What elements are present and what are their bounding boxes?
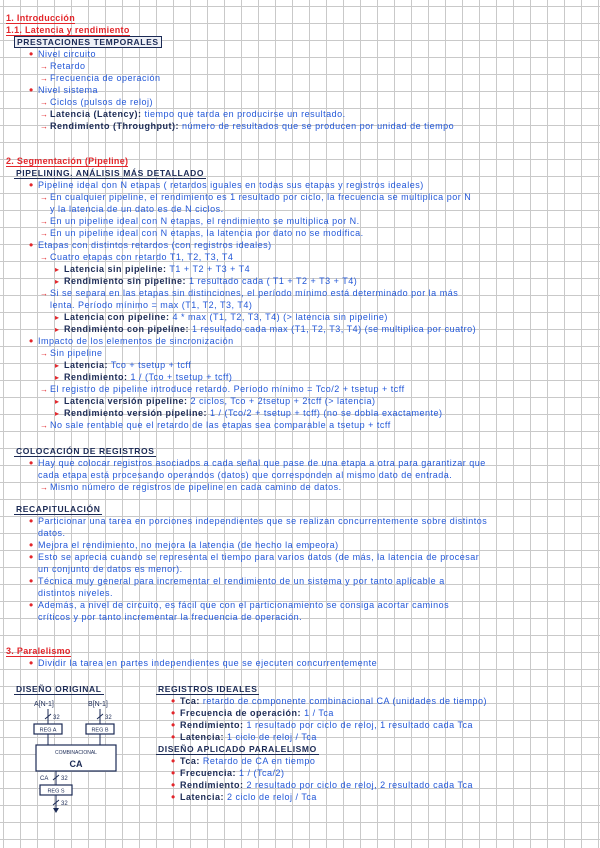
item-text: 4 * max (T1, T2, T3, T4) (> latencia sin pipeline): [172, 312, 388, 322]
arrow-icon: [40, 72, 49, 84]
detail-item: [0, 275, 600, 287]
bullet-item: [0, 335, 600, 347]
bus-a-width: 32: [53, 715, 60, 721]
continuation-line: [0, 469, 600, 481]
item-term: Rendimiento (Throughput):: [50, 121, 179, 131]
bullet-item: [142, 719, 592, 731]
continuation-line: [0, 611, 600, 623]
bullet-icon: [29, 657, 34, 669]
bullet-item: [0, 599, 600, 611]
bullet-item: [0, 657, 600, 669]
item-term: Latencia:: [180, 792, 225, 802]
heading-text: 3. Paralelismo: [6, 646, 71, 656]
item-text: Mejora el rendimiento, no mejora la latencia (de hecho la empeora): [38, 540, 339, 550]
sub-item: [0, 60, 600, 72]
item-text: Pipeline ideal con N etapas ( retardos iguales en todas sus etapas y registros ideales): [38, 180, 424, 190]
item-term: Latencia versión pipeline:: [64, 396, 188, 406]
item-text: Ciclos (pulsos de reloj): [50, 97, 154, 107]
arrow-icon: [40, 120, 49, 132]
item-text: T1 + T2 + T3 + T4: [169, 264, 251, 274]
sub-item: [0, 96, 600, 108]
bullet-item: [142, 791, 592, 803]
item-text: 1 / (Tco/2 + tsetup + tcff) (no se dobla exactamente): [210, 408, 443, 418]
arrow-icon: [40, 251, 49, 263]
item-text: Si se separa en las etapas sin distinciones, el período mínimo está determinado por la más: [50, 288, 459, 298]
triangle-bullet-icon: [55, 323, 60, 335]
segmentation-section: [0, 155, 600, 431]
bullet-item: [0, 84, 600, 96]
item-text: 2 ciclo de reloj / Tca: [227, 792, 317, 802]
detail-item: [0, 395, 600, 407]
item-text: No sale rentable que el retardo de las etapas sea comparable a tsetup + tcff: [50, 420, 391, 430]
topic-title: [0, 36, 600, 48]
item-term: Latencia:: [180, 732, 225, 742]
reg-b-label: REG B: [91, 727, 109, 734]
item-term: Latencia con pipeline:: [64, 312, 170, 322]
detail-item: [0, 311, 600, 323]
bullet-item: [0, 48, 600, 60]
continuation-line: [0, 527, 600, 539]
detail-item: [0, 371, 600, 383]
item-term: Rendimiento:: [64, 372, 128, 382]
detail-item: [0, 263, 600, 275]
bullet-icon: [171, 719, 176, 731]
item-text: 1 / (Tco + tsetup + tcff): [130, 372, 233, 382]
arrow-icon: [40, 191, 49, 203]
item-term: Frecuencia:: [180, 768, 237, 778]
sub-item: [0, 347, 600, 359]
topic-title-text: RECAPITULACIÓN: [16, 504, 101, 514]
recap-section: [0, 503, 600, 623]
topic-title-text: DISEÑO ORIGINAL: [16, 684, 102, 694]
sub-item: [0, 287, 600, 299]
triangle-bullet-icon: [55, 263, 60, 275]
item-text: número de resultados que se producen por unidad de tiempo: [182, 121, 455, 131]
arrow-icon: [40, 108, 49, 120]
bus-b-width: 32: [105, 715, 112, 721]
item-term: Tca:: [180, 696, 200, 706]
design-analysis-block: [142, 683, 592, 803]
bullet-icon: [29, 84, 34, 96]
item-text: 1 / Tca: [304, 708, 334, 718]
bullet-icon: [29, 48, 34, 60]
bullet-icon: [171, 695, 176, 707]
topic-title-text: REGISTROS IDEALES: [158, 684, 258, 694]
continuation-line: [0, 563, 600, 575]
sub-item: [0, 120, 600, 132]
item-text: En cualquier pipeline, el rendimiento es 1 resultado por ciclo, la frecuencia se multiplica por N: [50, 192, 472, 202]
item-text: Mismo número de registros de pipeline en cada camino de datos.: [50, 482, 342, 492]
item-text: Dividir la tarea en partes independientes que se ejecuten concurrentemente: [38, 658, 378, 668]
sub-item: [0, 108, 600, 120]
topic-title-text: PRESTACIONES TEMPORALES: [14, 36, 162, 48]
bullet-item: [0, 239, 600, 251]
bullet-icon: [29, 575, 34, 587]
arrow-icon: [40, 96, 49, 108]
arrow-icon: [40, 347, 49, 359]
topic-title: [0, 445, 600, 457]
topic-title: [142, 683, 592, 695]
bullet-icon: [29, 551, 34, 563]
sub-item: [0, 251, 600, 263]
section-heading: [0, 645, 600, 657]
topic-title-text: DISEÑO APLICADO PARALELISMO: [158, 744, 317, 754]
sub-item: [0, 215, 600, 227]
bullet-icon: [171, 707, 176, 719]
item-text: Retardo: [50, 61, 86, 71]
item-text: críticos y por tanto incrementar la frecuencia de operación.: [38, 612, 303, 622]
bullet-icon: [29, 239, 34, 251]
bullet-item: [0, 515, 600, 527]
bullet-item: [142, 767, 592, 779]
item-term: Rendimiento versión pipeline:: [64, 408, 208, 418]
output-arrow-icon: [53, 808, 59, 813]
triangle-bullet-icon: [55, 311, 60, 323]
sub-item: [0, 227, 600, 239]
item-text: Cuatro etapas con retardo T1, T2, T3, T4: [50, 252, 234, 262]
item-text: Además, a nivel de circuito, es fácil que con el particionamiento se consiga acortar caminos: [38, 600, 450, 610]
bullet-item: [0, 551, 600, 563]
sub-item: [0, 419, 600, 431]
heading-text: 1. Introducción: [6, 13, 76, 23]
item-term: Rendimiento sin pipeline:: [64, 276, 187, 286]
item-text: Hay que colocar registros asociados a cada señal que pase de una etapa a otra para garantizar que: [38, 458, 486, 468]
subsection-heading: [0, 24, 600, 36]
item-text: distintos niveles.: [38, 588, 114, 598]
arrow-icon: [40, 60, 49, 72]
arrow-icon: [40, 419, 49, 431]
intro-section: [0, 12, 600, 132]
section-heading: [0, 12, 600, 24]
heading-text: 2. Segmentación (Pipeline): [6, 156, 129, 166]
item-text: Sin pipeline: [50, 348, 103, 358]
reg-a-label: REG A: [39, 727, 57, 734]
continuation-line: [0, 587, 600, 599]
original-design-block: [0, 683, 140, 695]
topic-title-text: COLOCACIÓN DE REGISTROS: [16, 446, 155, 456]
item-text: Particionar una tarea en porciones independientes que se realizan concurrentemente sobre distintos: [38, 516, 488, 526]
item-text: cada etapa está procesando operandos (datos) que corresponden al mismo dato de entrada.: [38, 470, 453, 480]
topic-title: [0, 167, 600, 179]
item-term: Latencia (Latency):: [50, 109, 142, 119]
item-text: Impacto de los elementos de sincronización: [38, 336, 234, 346]
final-bus-width: 32: [61, 801, 68, 807]
detail-item: [0, 323, 600, 335]
item-text: Retardo de CA en tiempo: [202, 756, 316, 766]
item-text: Etapas con distintos retardos (con registros ideales): [38, 240, 272, 250]
item-text: retardo de componente combinacional CA (unidades de tiempo): [202, 696, 488, 706]
item-text: 1 / (Tca/2): [239, 768, 285, 778]
bullet-item: [142, 779, 592, 791]
bullet-item: [142, 695, 592, 707]
item-text: 2 resultado por ciclo de reloj, 2 resultado cada Tca: [246, 780, 473, 790]
bullet-item: [142, 707, 592, 719]
item-text: Técnica muy general para incrementar el rendimiento de un sistema y por tanto aplicable a: [38, 576, 445, 586]
item-text: 1 resultado cada ( T1 + T2 + T3 + T4): [189, 276, 358, 286]
arrow-icon: [40, 481, 49, 493]
bullet-icon: [171, 755, 176, 767]
item-term: Rendimiento con pipeline:: [64, 324, 190, 334]
detail-item: [0, 359, 600, 371]
sub-item: [0, 191, 600, 203]
topic-title: [0, 683, 140, 695]
item-text: 1 resultado cada max (T1, T2, T3, T4) (se multiplica por cuatro): [192, 324, 477, 334]
item-text: 1 ciclo de reloj / Tca: [227, 732, 317, 742]
original-design-diagram: [16, 697, 140, 815]
topic-title: [0, 503, 600, 515]
bullet-icon: [29, 335, 34, 347]
input-a-label: A[N-1]: [34, 701, 54, 708]
item-term: Tca:: [180, 756, 200, 766]
item-text: 2 ciclos, Tco + 2tsetup + 2tcff (> latencia): [190, 396, 376, 406]
bullet-item: [142, 755, 592, 767]
triangle-bullet-icon: [55, 275, 60, 287]
bullet-icon: [29, 539, 34, 551]
item-term: Latencia sin pipeline:: [64, 264, 167, 274]
item-text: Frecuencia de operación: [50, 73, 161, 83]
topic-title-text: PIPELINING. ANÁLISIS MÁS DETALLADO: [16, 168, 205, 178]
arrow-icon: [40, 215, 49, 227]
item-term: Latencia:: [64, 360, 109, 370]
triangle-bullet-icon: [55, 395, 60, 407]
item-text: En un pipeline ideal con N etapas, la latencia por dato no se modifica.: [50, 228, 364, 238]
section-heading: [0, 155, 600, 167]
continuation-line: [0, 299, 600, 311]
triangle-bullet-icon: [55, 371, 60, 383]
input-b-label: B[N-1]: [88, 701, 108, 708]
block-type-label: COMBINACIONAL: [55, 750, 97, 756]
bullet-icon: [171, 779, 176, 791]
item-term: Rendimiento:: [180, 720, 244, 730]
item-text: En un pipeline ideal con N etapas, el rendimiento se multiplica por N.: [50, 216, 360, 226]
item-text: Tco + tsetup + tcff: [110, 360, 192, 370]
parallelism-section: [0, 645, 600, 669]
bullet-item: [0, 575, 600, 587]
output-label: CA: [40, 776, 49, 782]
item-text: 1 resultado por ciclo de reloj, 1 resultado cada Tca: [246, 720, 473, 730]
item-text: y la latencia de un dato es de N ciclos.: [50, 204, 224, 214]
reg-s-label: REG S: [47, 788, 65, 795]
item-text: lenta. Período mínimo = max (T1, T2, T3, T4): [50, 300, 253, 310]
item-text: El registro de pipeline introduce retardo. Período mínimo = Tco/2 + tsetup + tcff: [50, 384, 405, 394]
detail-item: [0, 407, 600, 419]
bullet-icon: [29, 457, 34, 469]
bullet-item: [0, 179, 600, 191]
bullet-item: [0, 457, 600, 469]
arrow-icon: [40, 227, 49, 239]
item-text: un conjunto de datos es menor).: [38, 564, 183, 574]
triangle-bullet-icon: [55, 407, 60, 419]
output-bus-width: 32: [61, 776, 68, 782]
item-text: Esto se aprecia cuando se representa el tiempo para varios datos (de más, la latencia de procesar: [38, 552, 480, 562]
topic-title: [142, 743, 592, 755]
bullet-icon: [171, 731, 176, 743]
bullet-item: [142, 731, 592, 743]
item-term: Frecuencia de operación:: [180, 708, 302, 718]
triangle-bullet-icon: [55, 359, 60, 371]
bullet-icon: [171, 767, 176, 779]
subheading-text: 1.1. Latencia y rendimiento: [6, 25, 130, 35]
bullet-icon: [29, 515, 34, 527]
arrow-icon: [40, 287, 49, 299]
bullet-icon: [29, 179, 34, 191]
sub-item: [0, 72, 600, 84]
sub-item: [0, 481, 600, 493]
continuation-line: [0, 203, 600, 215]
bullet-icon: [29, 599, 34, 611]
register-placement-section: [0, 445, 600, 493]
item-text: tiempo que tarda en producirse un resultado.: [144, 109, 346, 119]
arrow-icon: [40, 383, 49, 395]
sub-item: [0, 383, 600, 395]
bullet-icon: [171, 791, 176, 803]
block-label: CA: [69, 759, 83, 769]
bullet-item: [0, 539, 600, 551]
item-text: datos.: [38, 528, 66, 538]
item-term: Rendimiento:: [180, 780, 244, 790]
item-text: Nivel sistema: [38, 85, 99, 95]
item-text: Nivel circuito: [38, 49, 97, 59]
